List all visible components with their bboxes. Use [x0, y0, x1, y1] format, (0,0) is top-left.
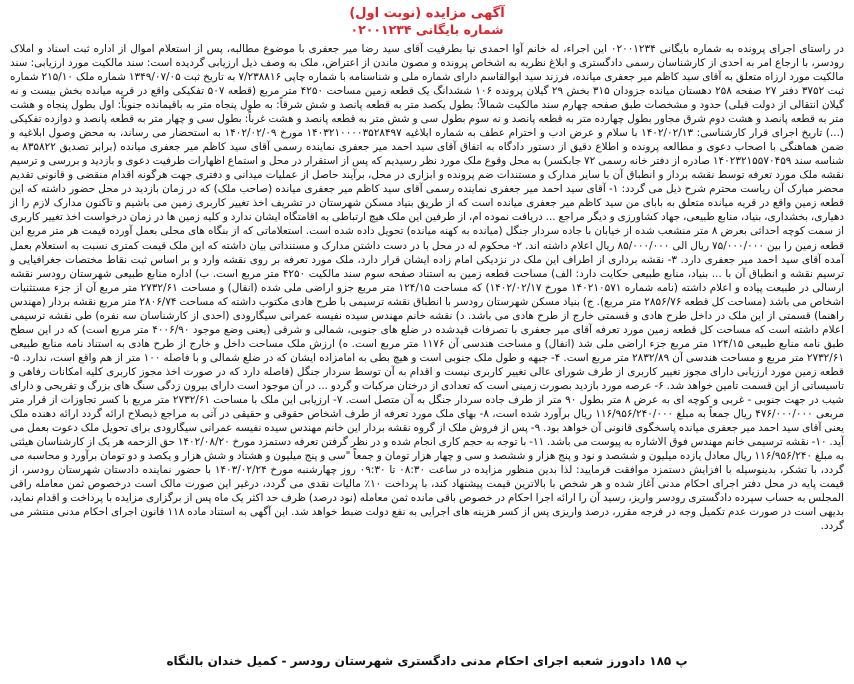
notice-header: [10, 6, 844, 38]
notice-signature: پ ۱۸۵ دادورز شعبه اجرای احکام مدنی دادگستری شهرستان رودسر - کمیل خندان بالنگاه: [166, 654, 688, 668]
notice-body: در راستای اجرای پرونده به شماره بایگانی ۰۲۰۰۱۲۳۴ این اجراء، له خانم آوا احمدی نیا بطرفیت آقای سید رضا میر جعفری با موضوع مطالبه، پس از استعلام اموال از اداره ثبت اسناد و املاک رودسر، با ارجاع امر به احدی از کارشناسان رسمی دادگستری و ابلاغ نظریه به اشخاص پرونده و مصون ماندن از اعتراض، ملک به وصف ذیل ارزیابی گردیده است: سند مالکیت مورد ارزیابی: سند مالکیت مورد ارزاه متعلق به آقای سید کاظم میر جعفری میانده، فرزند سید ابوالقاسم دارای شماره ملی و شناسنامه با شماره چاپی ۷/۲۳۸۸۱۶ به تاریخ ثبت ۱۳۴۹/۰۷/۰۵ شماره ملک ۲۱۵/۱۰ شماره ثبت ۳۷۵۲ دفتر ۲۷ صفحه ۲۵۸ دهستان میانده جزودان ۳۱۵ بخش ۲۹ گیلان پرونده ۱۰۶ ششدانگ یک قطعه زمین مساحت ۴۲۵۰ متر مربع (قطعه ۵۰۷ تفکیکی واقع در قریه میانده بخش بیست و نه گیلان انتقالی از دولت قبلی) حدود و مشخصات طبق صفحه چهارم سند مالکیت شمالاً: بطول یکصد متر به قطعه پانصد و شش شرقاً: به طول پنجاه متر به باقیمانده جنوباً: اول بطول پنجاه و هشت متر به قطعه پانصد و هشت دوم شرق مجاور بطول چهارده متر به قطعه پانصد و نه سوم بطول سی و شش متر به قطعه پانصد و هشت غرباً: بطول سی و چهار متر به قطعه پانصد و دوازده تفکیکی (...) تاریخ اجرای قرار کارشناسی: ۱۴۰۲/۰۲/۱۳ با سلام و عرض ادب و احترام عطف به شماره ابلاغیه ۱۴۰۳۲۱۰۰۰۰۳۵۲۸۴۹۷ مورخ ۱۴۰۲/۰۲/۰۹ به استحضار می رساند، به محض وصول ابلاغیه و ضمن هماهنگی با اصحاب دعوی و مطالعه پرونده و اطلاع دقیق از دستور دادگاه به اتفاق آقای سید احمد میر جعفری نماینده رسمی آقای سید کاظم میر جعفری میانده (برابر تصدیق ۸۳۵۸۲۲ به شناسه سند ۱۴۰۲۳۲۱۵۵۷۰۴۵۹ صادره از دفتر خانه رسمی ۷۲ جابکسر) به محل وقوع ملک مورد نظر رسیدیم که پس از استقرار در محل و استماع اظهارات طرفیت دعوی و بازدید و بررسی و ترسیم نقشه ملک مورد تعرفه توسط نقشه بردار و انطباق آن با سایر مدارک و مستندات ضم پرونده و ابزاری در محل، برآیند حاصل از عملیات میدانی و دفتری جهت هرگونه اقدام منقضی و قانونی تقدیم محضر مبارک آن ریاست محترم شرح ذیل می گردد: ۱- آقای سید احمد میر جعفری نماینده رسمی آقای سید کاظم میر جعفری میانده (صاحب ملک) که در زمان بازدید در محل حضور داشته که این قطعه زمین واقع در قریه میانده متعلق به بابای من سید کاظم میر جعفری میانده است که از طریق بنیاد مسکن شهرستان در تشریف اخذ تغییر کاربری زمین می باشیم و تاکنون مدارک لازم را از دهیاری، بخشداری، بنیاد، منابع طبیعی، جهاد کشاورزی و دیگر مراجع ... دریافت نموده ام، از طرفین این ملک هیچ ارتباطی به اقامتگاه ایشان ندارد و کلیه زمین ها در زمان درخواست اخذ تغییر کاربری از سمت کوچه احداثی بعرض ۸ متر منشعب شده از خیابان با جاده سردار جنگل (میانده به کهنه میانده) تحویل داده شده است. استعلاماتی که از بنگاه های محلی بعمل آورده قیمت هر متر مربع این قطعه زمین را بین ۷۵/۰۰۰/۰۰۰ ریال الی ۸۵/۰۰۰/۰۰۰ ریال اعلام داشته اند. ۲- محکوم له در محل با در دست داشتن مدارک و مستنداتی بیان داشته که این ملک قیمت کمتری نسبت به استعلام بعمل آمده آقای سید احمد میر جعفری دارد. ۳- نقشه برداری از اطراف این ملک در نزدیکی امام زاده ایشان قرار دارد، ملک مورد تعرفه بر روی نقشه وارد و بر اساس ثبت نقاط مختصات جغرافیایی و ترسیم نقشه و انطباق آن با ... بنیاد، منابع طبیعی حکایت دارد: الف) مساحت قطعه زمین به استناد صفحه سوم سند مالکیت ۴۲۵۰ متر مربع است. ب) اداره منابع طبیعی شهرستان رودسر نقشه ارسالی در طبیعت پیاده و اعلام داشته (نامه شماره ۱۴۰۲۱۰۵۷۱ مورخ ۱۴۰۲/۰۲/۱۷) که مساحت ۱۲۴/۱۵ متر مربع جزو اراضی ملی شده (انفال) و مساحت ۲۷۳۲/۶۱ متر مربع آن از جزء مستثنیات اشخاص می باشد (مساحت کل قطعه ۲۸۵۶/۷۶ متر مربع). ج) بنیاد مسکن شهرستان رودسر با انطباق نقشه ترسیمی با طرح هادی مکتوب داشته که مساحت ۲۸۰۶/۷۴ متر مربع نقشه بردار (مهندس راهنما) قسمتی از این ملک در داخل طرح هادی و قسمتی خارج از طرح هادی می باشد. د) نقشه خانم مهندس سیده نفیسه عمرانی سیگارودی (احدی از کارشناسان سه نفره) طی نقشه ترسیمی اعلام داشته است که مساحت کل قطعه زمین مورد تعرفه آقای میر جعفری با تصرفات قیدشده در ضلع های جنوبی، شمالی و شرقی (یعنی وضع موجود ۴۰۰۶/۹۰ متر مربع است) که در این سطح طبق نامه منابع طبیعی ۱۲۴/۱۵ متر مربع جزء اراضی ملی شد (انفال) و مساحت هندسی آن ۱۱۷۶ متر مربع است. ه) ارزش ملک مساحت داخل و خارج از طرح هادی به استناد نامه منابع طبیعی ۲۷۳۲/۶۱ متر مربع و مساحت هندسی آن ۲۸۳۲/۸۹ متر مربع است. ۴- جبهه و طول ملک جنوبی است و هیچ بطی به امامزاده ایشان که در ضلع شمالی و با فاصله ۱۰۰ متر از هم واقع است، ندارد. ۵- قطعه زمین مورد ارزیابی دارای مجوز تغییر کاربری از طرف شورای عالی تغییر کاربری نیست و اقدام به آن توسط سردار جنگل (فاصله دارد که در صورت اخذ مجوز کاربری کلیه امکانات رفاهی و تاسیساتی از این قسمت تامین خواهد شد. ۶- عرصه مورد بازدید بصورت زمینی است که تعدادی از درختان مرکبات و گردو ... در آن موجود است دارای بیرون زدگی سنگ های بزرگ و تفریحی و دارای شیب در جهت جنوبی - غربی و کوچه ای به عرض ۸ متر بطول ۹۰ متر از طرف جاده سردار جنگل به آن متصل است. ۷- ارزیابی این ملک با مساحت ۲۷۳۲/۶۱ متر مربع با کسر تجاوزات از قرار متر مربعی ۴۷۶/۰۰۰/۰۰۰ ریال جمعاً به مبلغ ۱۱۶/۹۵۶/۲۴۰/۰۰۰ ریال برآورد شده است، ۸- بهای ملک مورد تعرفه از طرف اشخاص حقوقی و حقیقی در آتی به مراجع ذیصلاح ارائه گردد ارائه دهنده ملک یعنی آقای سید احمد میر جعفری میانده پاسخگوی قانونی آن خواهد بود. ۹- پس از فروش ملک از گروه نقشه بردار این خانم مهندس سیده نفیسه عمرانی سیگارودی برای تحویل ملک دعوت بعمل می آید. ۱۰- نقشه ترسیمی خانم مهندس فوق الاشاره به پیوست می باشد. ۱۱- با توجه به حجم کاری انجام شده و در نظر گرفتن تعرفه دستمزد مورخ ۱۴۰۲/۰۸/۲۰ حق الزحمه هر یک از کارشناسان هیئتی به مبلغ ۱۱۶/۹۵۶/۲۴۰ ریال معادل یازده میلیون و ششصد و نود و پنج هزار و ششصد و سی و چهار هزار تومان و جمعاً "سی و پنج میلیون و هشتاد و شش هزار و یکصد و دو تومان برآورد و محاسبه می گردد، با تشکر، بدینوسیله با افزایش دستمزد موافقت فرمایید: لذا بدین منظور مزایده در ساعت ۰۸:۳۰ تا ۰۹:۳۰ روز چهارشنبه مورخ ۱۴۰۳/۰۲/۲۴ با حضور نماینده دادستان شهرستان رودسر، از قیمت پایه در محل دفتر اجرای احکام مدنی آغاز شده و هر شخص با بالاترین قیمت پیشنهاد کند، با پرداخت ۱۰٪ مالیات نقدی می گردد، درغیر این صورت مالک است درخصوص ثمن معامله راقی المجلس به حساب سپرده دادگستری رودسر واریز، رسید آن را ارائه اجرا احکام در خصوص باقی مانده ثمن معامله (نود درصد) ظرف حد اکثر یک ماه پس از برگزاری مزایده با پرداخت و اقدام نماید، بدیهی است در صورت عدم تکمیل وجه در فرجه مقرر، درصد واریزی پس از کسر هزینه های اجرایی به نفع دولت ضبط خواهد شد. این آگهی به استناد ماده ۱۱۸ قانون اجرای احکام مدنی منتشر می گردد.: [10, 42, 845, 533]
archive-number: شماره بایگانی ۰۲۰۰۱۲۳۴: [350, 22, 504, 38]
notice-title: آگهی مزایده (نوبت اول): [349, 6, 505, 21]
